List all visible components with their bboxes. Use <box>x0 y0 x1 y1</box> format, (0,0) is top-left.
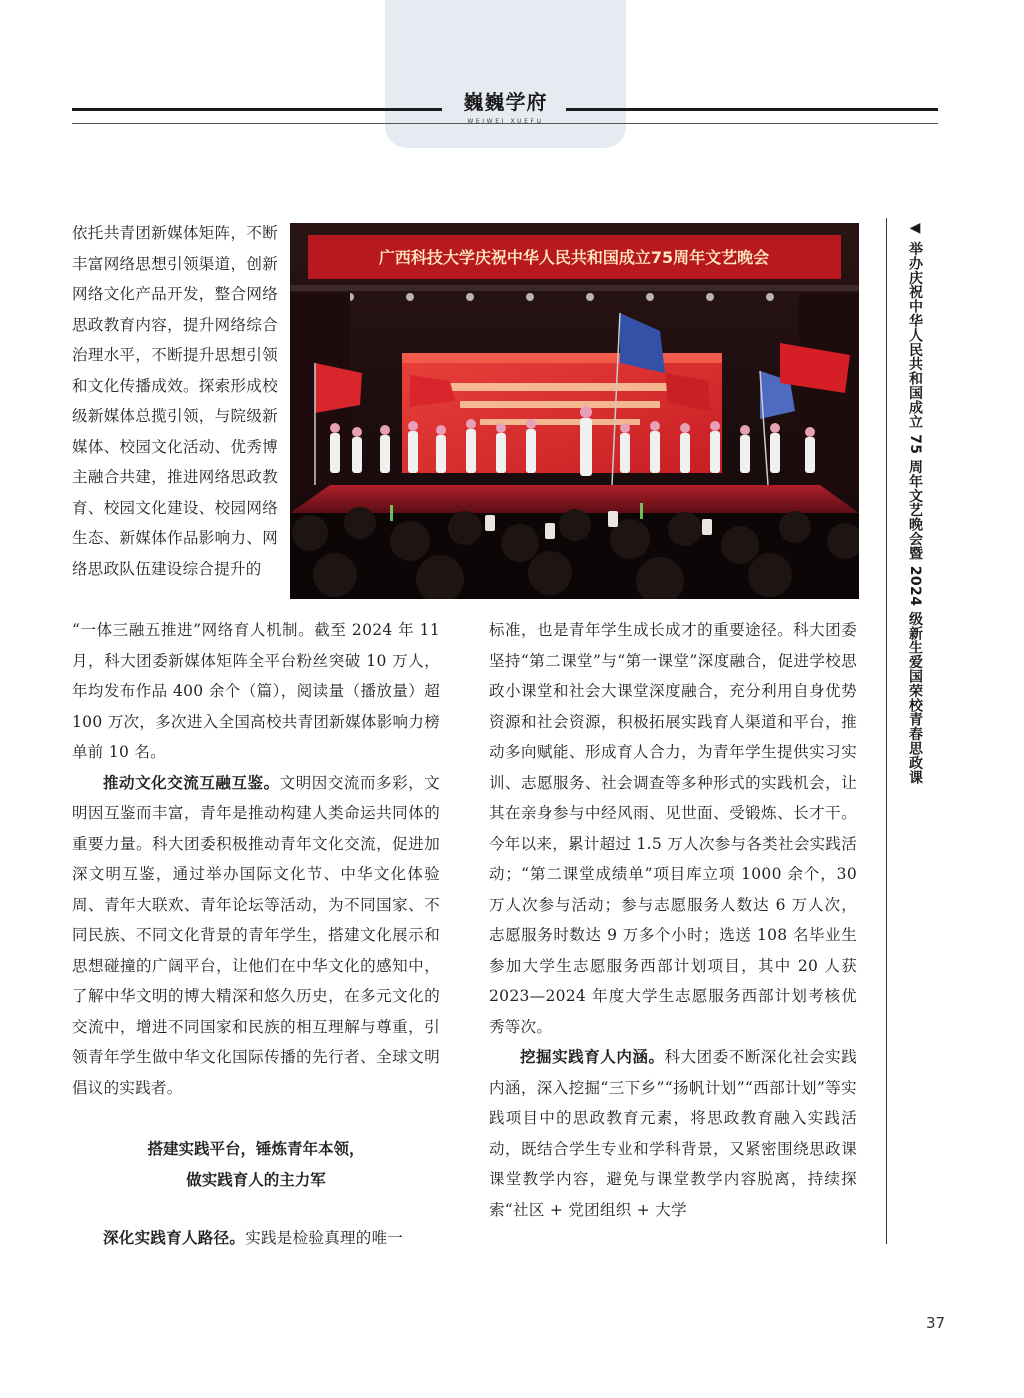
column-subtitle: WEIWEI XUEFU <box>467 118 544 125</box>
column-title: 巍巍学府 <box>463 90 548 114</box>
stage-performance-image <box>290 223 859 599</box>
paragraph-practice-path <box>72 1223 440 1254</box>
paragraph-continuation: “一体三融五推进”网络育人机制。截至 2024 年 11 月，科大团委新媒体矩阵全平台粉丝突破 10 万人，年均发布作品 400 余个（篇），阅读量（播放量）超 100 万次，多次进入全国高校共青团新媒体影响力榜单前 10 名。 <box>72 621 440 761</box>
header-rule-left <box>72 108 442 111</box>
left-column-bottom <box>72 1223 440 1254</box>
paragraph-lead: 推动文化交流互融互鉴。 <box>103 773 280 792</box>
heading-line-2: 做实践育人的主力军 <box>186 1171 326 1189</box>
paragraph-practice-standard: 标准，也是青年学生成长成才的重要途径。科大团委坚持“第二课堂”与“第一课堂”深度融合，促进学校思政小课堂和社会大课堂深度融合，充分利用自身优势资源和社会资源，积极拓展实践育人渠道和平台，推动多向赋能、形成育人合力，为青年学生提供实习实训、志愿服务、社会调查等多种形式的实践机会，让其在亲身参与中经风雨、见世面、受锻炼、长才干。今年以来，累计超过 1.5 万人次参与各类社会实践活动；“第二课堂成绩单”项目库立项 1000 余个，30 万人次参与活动；参与志愿服务人数达 6 万人次，志愿服务时数达 9 万多个小时；选送 108 名毕业生参加大学生志愿服务西部计划项目，其中 20 人获 2023—2024 年度大学生志愿服务西部计划考核优秀等次。 <box>489 621 857 1036</box>
paragraph-body: 科大团委不断深化社会实践内涵，深入挖掘“三下乡”“扬帆计划”“西部计划”等实践项目中的思政教育元素，将思政教育融入实践活动，既结合学生专业和学科背景，又紧密围绕思政课课堂教学内容，避免与课堂教学内容脱离，持续探索“社区 + 党团组织 + 大学 <box>489 1048 858 1219</box>
paragraph-wrap-text: 依托共青团新媒体矩阵，不断丰富网络思想引领渠道，创新网络文化产品开发，整合网络思政教育内容，提升网络综合治理水平，不断提升思想引领和文化传播成效。探索形成校级新媒体总揽引领，与院级新媒体、校园文化活动、优秀博主融合共建，推进网络思政教育、校园文化建设、校园网络生态、新媒体作品影响力、网络思政队伍建设综合提升的 <box>72 224 278 578</box>
masthead-tab <box>385 0 626 148</box>
paragraph-body: 实践是检验真理的唯一 <box>245 1229 404 1247</box>
paragraph-cultural-exchange <box>72 768 440 1104</box>
heading-line-1: 搭建实践平台，锤炼青年本领， <box>147 1140 365 1158</box>
left-column-main <box>72 615 440 1103</box>
caption-divider <box>886 218 887 1244</box>
right-column <box>489 615 857 1225</box>
section-heading <box>72 1134 440 1196</box>
photo-caption: ◀ 举办庆祝中华人民共和国成立 75 周年文艺晚会暨 2024 级新生爱国荣校青春思政课 <box>907 220 923 785</box>
banner-text: 广西科技大学庆祝中华人民共和国成立75周年文艺晚会 <box>378 248 770 267</box>
header-rule-right <box>566 108 938 111</box>
paragraph-lead: 挖掘实践育人内涵。 <box>520 1048 665 1066</box>
left-column-wrap <box>72 218 278 584</box>
paragraph-body: 文明因交流而多彩，文明因互鉴而丰富，青年是推动构建人类命运共同体的重要力量。科大团委积极推动青年文化交流，促进加深文明互鉴，通过举办国际文化节、中华文化体验周、青年大联欢、青年论坛等活动，为不同国家、不同民族、不同文化背景的青年学生，搭建文化展示和思想碰撞的广阔平台，让他们在中华文化的感知中，了解中华文明的博大精深和悠久历史，在多元文化的交流中，增进不同国家和民族的相互理解与尊重，引领青年学生做中华文化国际传播的先行者、全球文明倡议的实践者。 <box>72 773 440 1097</box>
page-number: 37 <box>926 1314 946 1332</box>
paragraph-practice-content <box>489 1042 857 1225</box>
event-photo <box>290 223 859 599</box>
paragraph-lead: 深化实践育人路径。 <box>103 1229 246 1247</box>
